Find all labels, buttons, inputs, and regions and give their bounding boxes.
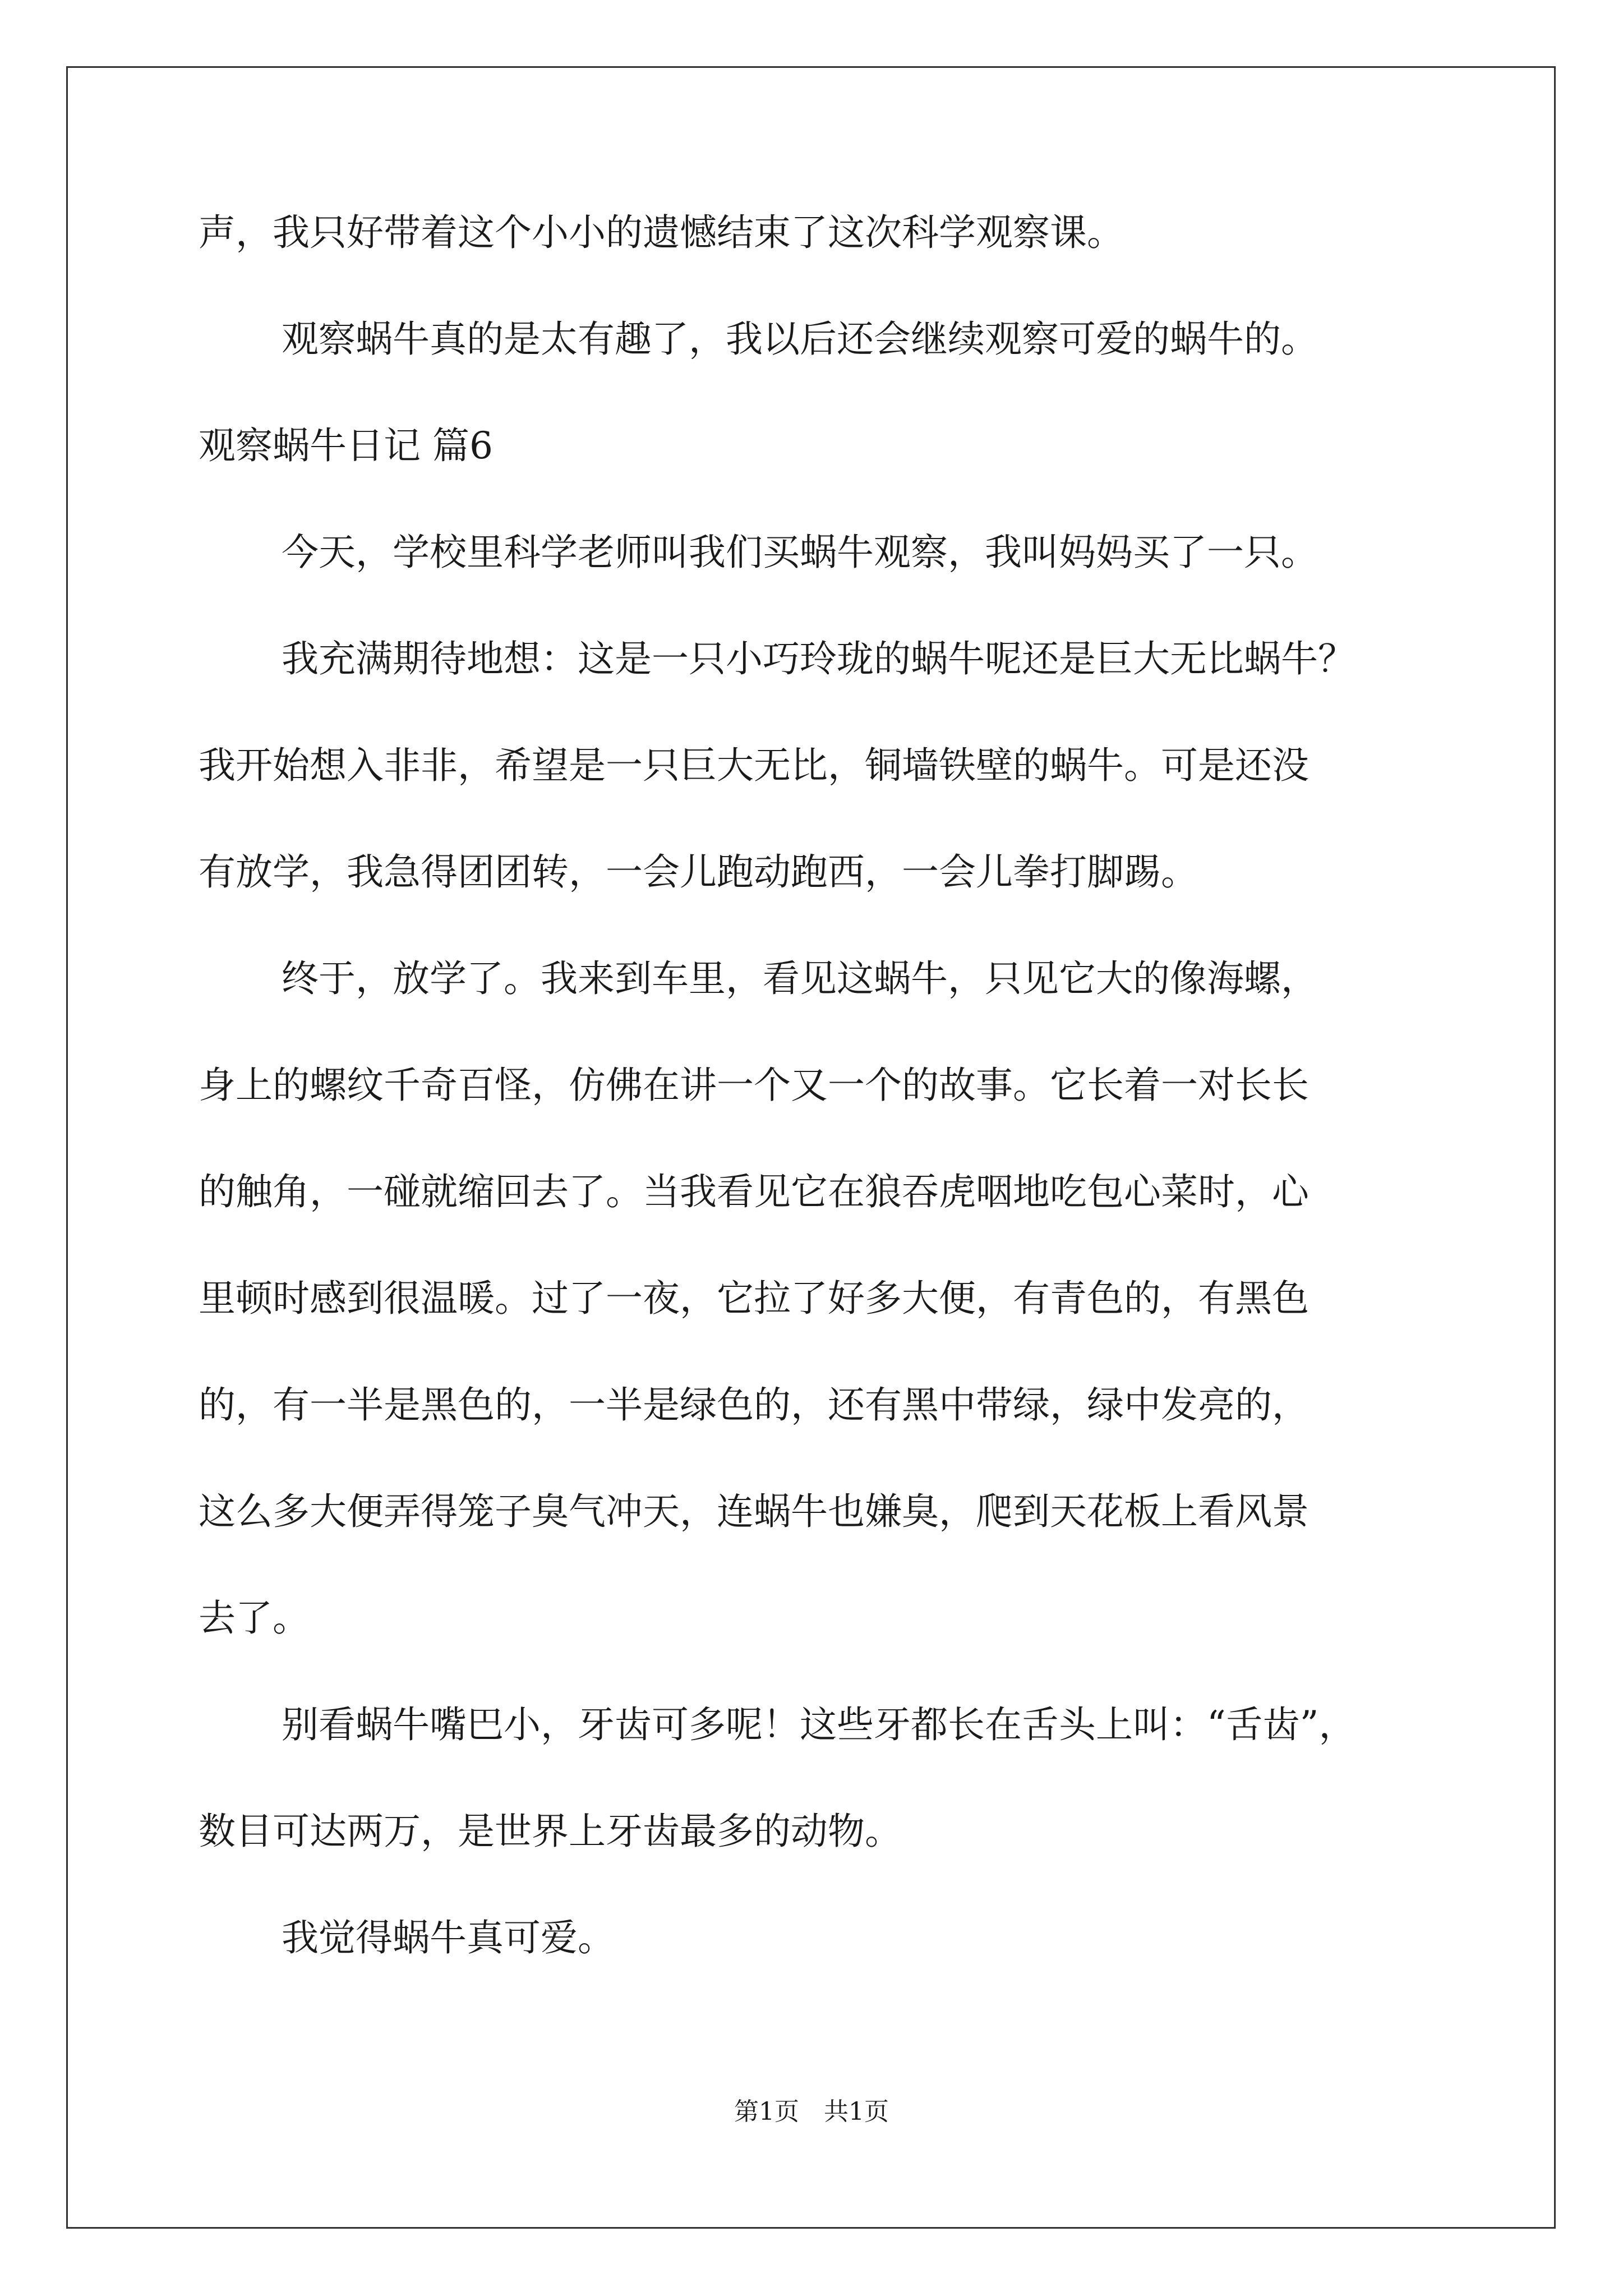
text-line: 的触角，一碰就缩回去了。当我看见它在狼吞虎咽地吃包心菜时，心 <box>199 1170 1309 1213</box>
text-line: 数目可达两万，是世界上牙齿最多的动物。 <box>199 1810 902 1853</box>
text-line: 终于，放学了。我来到车里，看见这蜗牛，只见它大的像海螺， <box>282 957 1318 1000</box>
text-line: 我开始想入非非，希望是一只巨大无比，铜墙铁壁的蜗牛。可是还没 <box>199 744 1309 787</box>
text-line: 里顿时感到很温暖。过了一夜，它拉了好多大便，有青色的，有黑色 <box>199 1277 1309 1320</box>
text-line: 有放学，我急得团团转，一会儿跑动跑西，一会儿拳打脚踢。 <box>199 850 1198 894</box>
text-line: 今天，学校里科学老师叫我们买蜗牛观察，我叫妈妈买了一只。 <box>282 531 1318 574</box>
text-line: 声，我只好带着这个小小的遗憾结束了这次科学观察课。 <box>199 211 1124 254</box>
section-heading: 观察蜗牛日记 篇6 <box>199 424 493 467</box>
page-footer: 第1页 共1页 <box>734 2097 889 2126</box>
text-line: 我觉得蜗牛真可爱。 <box>282 1916 615 1959</box>
text-line: 去了。 <box>199 1596 310 1640</box>
text-line: 观察蜗牛真的是太有趣了，我以后还会继续观察可爱的蜗牛的。 <box>282 318 1318 361</box>
page-border <box>66 66 1556 2229</box>
text-line: 我充满期待地想：这是一只小巧玲珑的蜗牛呢还是巨大无比蜗牛？ <box>282 637 1355 680</box>
text-line: 这么多大便弄得笼子臭气冲天，连蜗牛也嫌臭，爬到天花板上看风景 <box>199 1490 1309 1533</box>
text-line: 别看蜗牛嘴巴小，牙齿可多呢！这些牙都长在舌头上叫：“舌齿”， <box>282 1703 1356 1746</box>
text-line: 身上的螺纹千奇百怪，仿佛在讲一个又一个的故事。它长着一对长长 <box>199 1064 1309 1107</box>
text-line: 的，有一半是黑色的，一半是绿色的，还有黑中带绿，绿中发亮的， <box>199 1383 1309 1427</box>
